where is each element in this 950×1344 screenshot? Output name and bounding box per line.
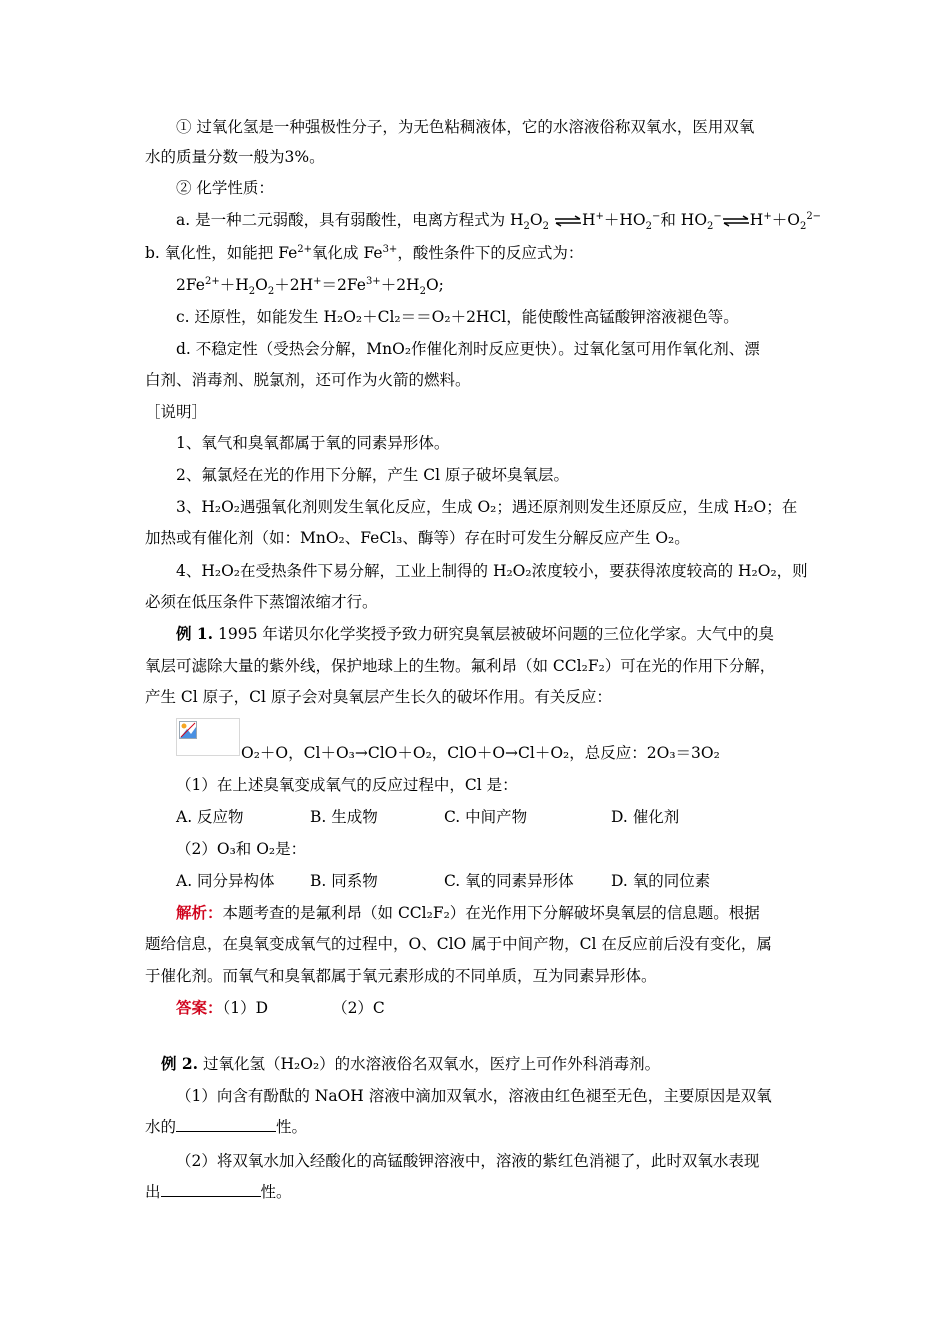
note-3b: 加热或有催化剂（如：MnO₂、FeCl₃、酶等）存在时可发生分解反应产生 O₂。 xyxy=(145,529,690,547)
q1-option-b: B. 生成物 xyxy=(310,808,378,826)
question-2: （2）O₃和 O₂是： xyxy=(176,840,307,858)
q1-option-c: C. 中间产物 xyxy=(444,808,528,826)
para-5-equation: $2Fe^{2+}+H_2O_2+2H^+=2Fe^{3+}+2H_2O$; xyxy=(176,275,444,298)
para-3-ionization: a. 是一种二元弱酸，具有弱酸性，电离方程式为 $H_2O_2$ $H^++HO_2^-$和 $HO_2^-$ $H^++O_2^{2-}$ xyxy=(176,210,822,233)
para-7a: d. 不稳定性（受热会分解，MnO₂作催化剂时反应更快）。过氧化氢可用作氧化剂、漂 xyxy=(176,340,760,358)
example-1-line-1: 例 1. 1995 年诺贝尔化学奖授予致力研究臭氧层被破坏问题的三位化学家。大气中的臭 xyxy=(176,624,774,643)
q2-option-c: C. 氧的同素异形体 xyxy=(444,872,574,890)
broken-image-placeholder xyxy=(176,718,240,756)
note-4b: 必须在低压条件下蒸馏浓缩才行。 xyxy=(145,593,378,611)
q1-option-d: D. 催化剂 xyxy=(611,808,680,826)
note-3a: 3、H₂O₂遇强氧化剂则发生氧化反应，生成 O₂；遇还原剂则发生还原反应，生成 H₂O；在 xyxy=(176,498,798,516)
q2-option-b: B. 同系物 xyxy=(310,872,378,890)
analysis-line-3: 于催化剂。而氧气和臭氧都属于氧元素形成的不同单质，互为同素异形体。 xyxy=(145,967,657,985)
answer-blank-1[interactable] xyxy=(176,1117,276,1132)
para-1a: ① 过氧化氢是一种强极性分子，为无色粘稠液体，它的水溶液俗称双氧水，医用双氧 xyxy=(176,118,755,136)
example-2-line: 例 2. 过氧化氢（H₂O₂）的水溶液俗名双氧水，医疗上可作外科消毒剂。 xyxy=(161,1054,661,1073)
example-1-line-3: 产生 Cl 原子，Cl 原子会对臭氧层产生长久的破坏作用。有关反应： xyxy=(145,688,612,706)
example-2-label: 例 2. xyxy=(161,1054,199,1073)
note-1: 1、氧气和臭氧都属于氧的同素异形体。 xyxy=(176,434,450,452)
example-1-label: 例 1. xyxy=(176,624,214,643)
q1-option-a: A. 反应物 xyxy=(176,808,244,826)
equilibrium-arrow-icon xyxy=(722,215,750,227)
q2-option-a: A. 同分异构体 xyxy=(176,872,275,890)
analysis-label: 解析： xyxy=(176,903,223,922)
q2-option-d: D. 氧的同位素 xyxy=(611,872,711,890)
para-4-oxidizing: b. 氧化性，如能把 $Fe^{2+}$氧化成 $Fe^{3+}$，酸性条件下的反应式为： xyxy=(145,243,584,262)
para-1b: 水的质量分数一般为3%。 xyxy=(145,148,325,166)
equilibrium-arrow-icon xyxy=(554,215,582,227)
answer-label: 答案： xyxy=(176,998,223,1017)
note-4a: 4、H₂O₂在受热条件下易分解，工业上制得的 H₂O₂浓度较小，要获得浓度较高的 H₂O₂，则 xyxy=(176,562,808,580)
para-2: ② 化学性质： xyxy=(176,179,274,197)
analysis-line-1: 解析：本题考查的是氟利昂（如 CCl₂F₂）在光作用下分解破坏臭氧层的信息题。根据 xyxy=(176,903,760,922)
example-1-reactions: O₂＋O，Cl＋O₃→ClO＋O₂，ClO＋O→Cl＋O₂，总反应：2O₃＝3O₂ xyxy=(241,744,720,762)
question-1: （1）在上述臭氧变成氧气的反应过程中，Cl 是： xyxy=(176,776,518,794)
analysis-line-2: 题给信息，在臭氧变成氧气的过程中，O、ClO 属于中间产物，Cl 在反应前后没有变化，属 xyxy=(145,935,772,953)
example-2-q2-line-1: （2）将双氧水加入经酸化的高锰酸钾溶液中，溶液的紫红色消褪了，此时双氧水表现 xyxy=(176,1152,760,1170)
answer-line: 答案：（1）D （2）C xyxy=(176,998,385,1017)
example-2-q1-line-1: （1）向含有酚酞的 NaOH 溶液中滴加双氧水，溶液由红色褪至无色，主要原因是双氧 xyxy=(176,1087,772,1105)
broken-image-icon xyxy=(179,721,197,739)
example-1-line-2: 氧层可滤除大量的紫外线，保护地球上的生物。氟利昂（如 CCl₂F₂）可在光的作用下分解， xyxy=(145,657,776,675)
answer-blank-2[interactable] xyxy=(161,1182,261,1197)
example-2-q2-line-2: 出 性。 xyxy=(145,1183,292,1201)
para-6-reducing: c. 还原性，如能发生 H₂O₂＋Cl₂＝＝O₂＋2HCl，能使酸性高锰酸钾溶液褪色等。 xyxy=(176,308,739,326)
example-2-q1-line-2: 水的 性。 xyxy=(145,1118,308,1136)
note-2: 2、氟氯烃在光的作用下分解，产生 Cl 原子破坏臭氧层。 xyxy=(176,466,570,484)
note-heading: ［说明］ xyxy=(145,403,208,421)
para-7b: 白剂、消毒剂、脱氯剂，还可作为火箭的燃料。 xyxy=(145,371,471,389)
